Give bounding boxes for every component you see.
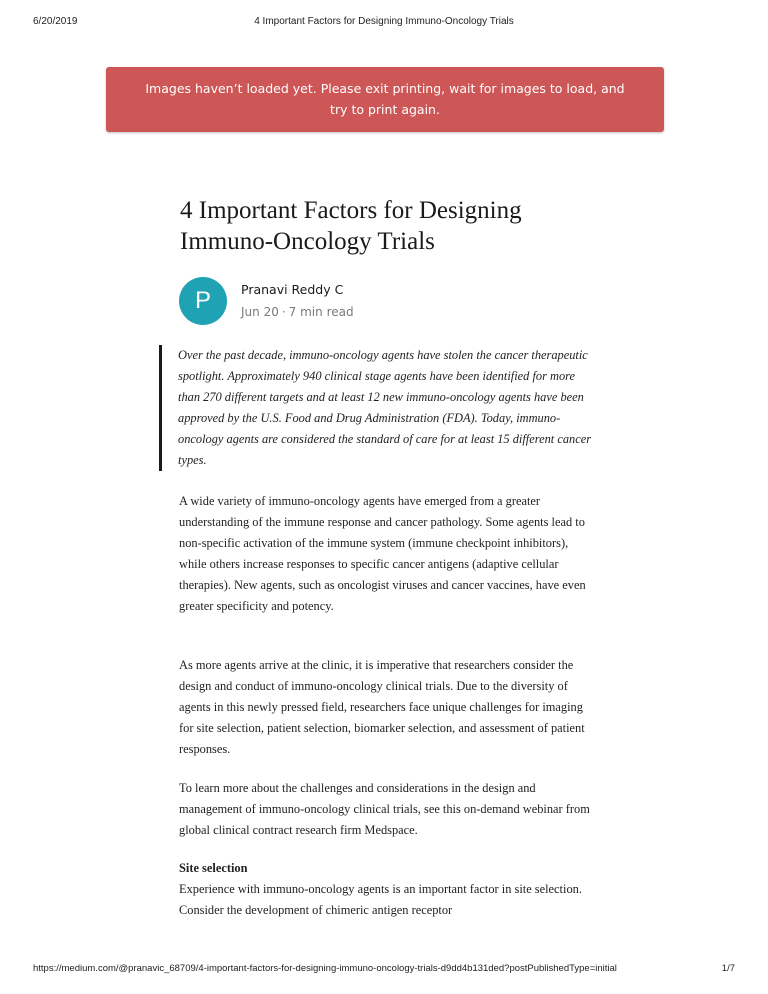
author-avatar[interactable]: P — [179, 277, 227, 325]
section-site-selection — [179, 858, 591, 921]
post-meta — [241, 305, 354, 319]
section-heading: Site selection — [179, 861, 248, 875]
paragraph-3: To learn more about the challenges and considerations in the design and management of immuno-oncology clinical trials, see this on-demand webinar from global clinical contract research firm Medspace. — [179, 781, 590, 837]
post-date: Jun 20 — [241, 305, 279, 319]
images-not-loaded-banner: Images haven’t loaded yet. Please exit printing, wait for images to load, and try to print again. — [106, 67, 664, 132]
meta-separator: · — [281, 305, 286, 319]
pull-quote: Over the past decade, immuno-oncology agents have stolen the cancer therapeutic spotlight. Approximately 940 clinical stage agents have been identified for more than 270 different targets and at least 12 new immuno-oncology agents have been approved by the U.S. Food and Drug Administration (FDA). Today, immuno-oncology agents are considered the standard of care for at least 15 different cancer types. — [159, 345, 592, 471]
author-name-link[interactable]: Pranavi Reddy C — [241, 282, 344, 297]
read-time: 7 min read — [288, 305, 354, 319]
print-header — [33, 16, 735, 30]
print-document-title: 4 Important Factors for Designing Immuno-Oncology Trials — [254, 16, 514, 27]
print-date: 6/20/2019 — [33, 16, 78, 27]
print-url: https://medium.com/@pranavic_68709/4-important-factors-for-designing-immuno-oncology-trials-d9dd4b131ded?postPublishedType=initial — [33, 963, 617, 974]
article-title: 4 Important Factors for Designing Immuno-Oncology Trials — [180, 197, 522, 255]
paragraph-1: A wide variety of immuno-oncology agents have emerged from a greater understanding of the immune response and cancer pathology. Some agents lead to non-specific activation of the immune system (immune checkpoint inhibitors), while others increase responses to specific cancer antigens (adaptive cellular therapies). New agents, such as oncologist viruses and cancer vaccines, have even greater specificity and potency. — [179, 494, 586, 613]
paragraph-2: As more agents arrive at the clinic, it is imperative that researchers consider the design and conduct of immuno-oncology clinical trials. Due to the diversity of agents in this newly pressed field, researchers face unique challenges for imaging for site selection, patient selection, biomarker selection, and assessment of patient responses. — [179, 658, 585, 756]
page-number: 1/7 — [721, 963, 735, 974]
print-footer — [33, 963, 735, 977]
section-text: Experience with immuno-oncology agents is an important factor in site selection. Consider the development of chimeric antigen receptor — [179, 882, 582, 917]
